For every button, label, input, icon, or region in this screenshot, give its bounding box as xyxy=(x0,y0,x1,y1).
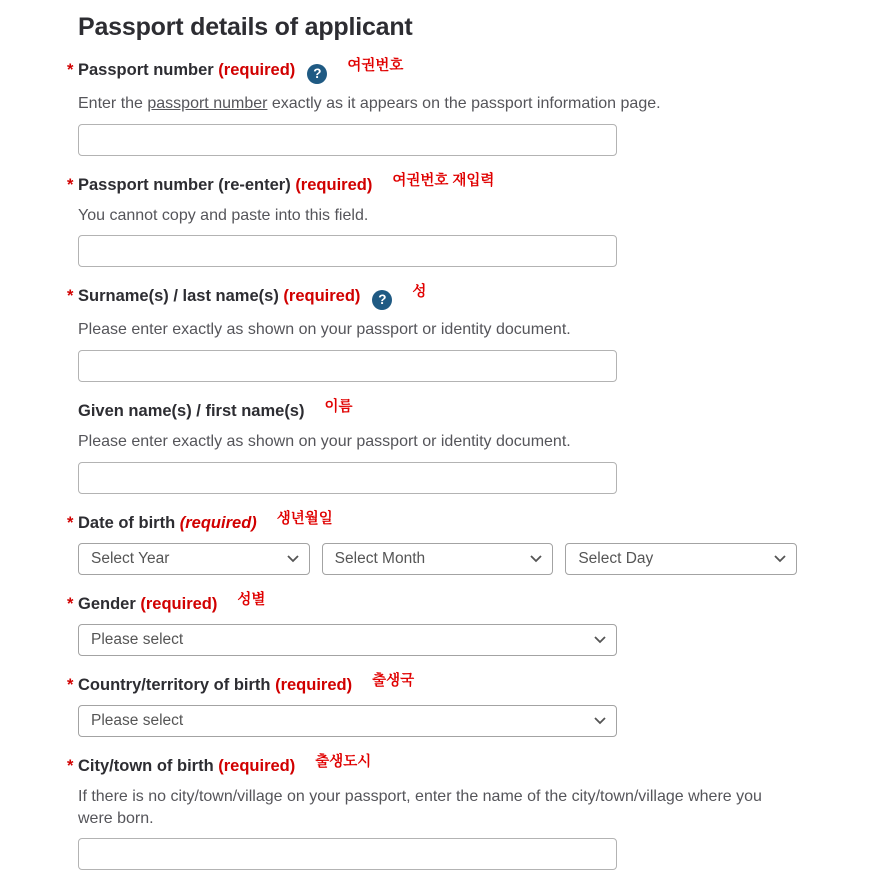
page-title: Passport details of applicant xyxy=(78,13,413,41)
given-name-input[interactable] xyxy=(78,462,617,494)
surname-input[interactable] xyxy=(78,350,617,382)
gender-select[interactable] xyxy=(78,624,617,656)
korean-translation: 성 xyxy=(412,284,427,301)
required-note: (required) xyxy=(275,675,353,694)
field-label-row xyxy=(67,591,819,615)
field-city-of-birth xyxy=(67,753,819,870)
field-label: Date of birth xyxy=(78,513,176,532)
field-given-name xyxy=(78,398,819,494)
field-label: Surname(s) / last name(s) xyxy=(78,287,279,306)
korean-translation: 여권번호 재입력 xyxy=(392,172,495,189)
passport-number-definition-link[interactable]: passport number xyxy=(147,95,268,112)
field-hint xyxy=(78,93,790,115)
required-asterisk: * xyxy=(67,287,74,306)
korean-translation: 생년월일 xyxy=(276,510,333,527)
passport-number-input[interactable] xyxy=(78,124,617,156)
field-passport-number xyxy=(67,58,819,156)
date-of-birth-selects xyxy=(78,543,797,575)
korean-translation: 성별 xyxy=(237,591,266,608)
year-select[interactable] xyxy=(78,543,310,575)
korean-translation: 출생도시 xyxy=(315,753,372,770)
field-gender xyxy=(67,591,819,656)
field-label-row xyxy=(78,398,819,422)
question-mark-icon[interactable]: ? xyxy=(372,290,392,310)
hint-text: exactly as it appears on the passport information page. xyxy=(267,95,661,112)
question-mark-icon[interactable]: ? xyxy=(307,64,327,84)
korean-translation: 여권번호 xyxy=(347,58,404,74)
field-label-row xyxy=(67,510,819,534)
field-country-of-birth xyxy=(67,672,819,737)
required-note: (required) xyxy=(218,756,296,775)
field-label-row xyxy=(67,172,819,196)
day-select[interactable] xyxy=(565,543,797,575)
required-asterisk: * xyxy=(67,675,74,694)
field-label: Given name(s) / first name(s) xyxy=(78,401,305,420)
field-hint: Please enter exactly as shown on your passport or identity document. xyxy=(78,321,571,339)
field-hint: You cannot copy and paste into this field. xyxy=(78,206,369,224)
month-select[interactable] xyxy=(322,543,554,575)
field-date-of-birth xyxy=(67,510,819,575)
required-asterisk: * xyxy=(67,756,74,775)
field-label-row xyxy=(67,284,819,310)
required-note: (required) xyxy=(218,61,296,79)
required-note: (required) xyxy=(140,594,218,613)
required-note: (required) xyxy=(295,175,373,194)
field-label: City/town of birth xyxy=(78,756,214,775)
korean-translation: 출생국 xyxy=(372,672,415,689)
city-of-birth-input[interactable] xyxy=(78,838,617,870)
country-of-birth-select[interactable] xyxy=(78,705,617,737)
required-asterisk: * xyxy=(67,61,74,79)
field-label-row xyxy=(67,58,819,84)
required-asterisk: * xyxy=(67,175,74,194)
field-hint: Please enter exactly as shown on your passport or identity document. xyxy=(78,433,571,450)
korean-translation: 이름 xyxy=(324,398,353,415)
field-label: Country/territory of birth xyxy=(78,675,271,694)
required-note: (required) xyxy=(283,287,361,306)
required-asterisk: * xyxy=(67,513,74,532)
field-passport-number-reenter xyxy=(67,172,819,268)
passport-number-reenter-input[interactable] xyxy=(78,235,617,267)
field-label-row xyxy=(67,753,819,777)
hint-text: Enter the xyxy=(78,95,148,112)
field-label: Passport number xyxy=(78,61,214,79)
field-label: Gender xyxy=(78,594,136,613)
field-surname xyxy=(67,284,819,382)
field-hint: If there is no city/town/village on your passport, enter the name of the city/town/village where you were born. xyxy=(78,788,762,827)
required-asterisk: * xyxy=(67,594,74,613)
required-note: (required) xyxy=(179,513,257,532)
field-label: Passport number (re-enter) xyxy=(78,175,291,194)
field-label-row xyxy=(67,672,819,696)
